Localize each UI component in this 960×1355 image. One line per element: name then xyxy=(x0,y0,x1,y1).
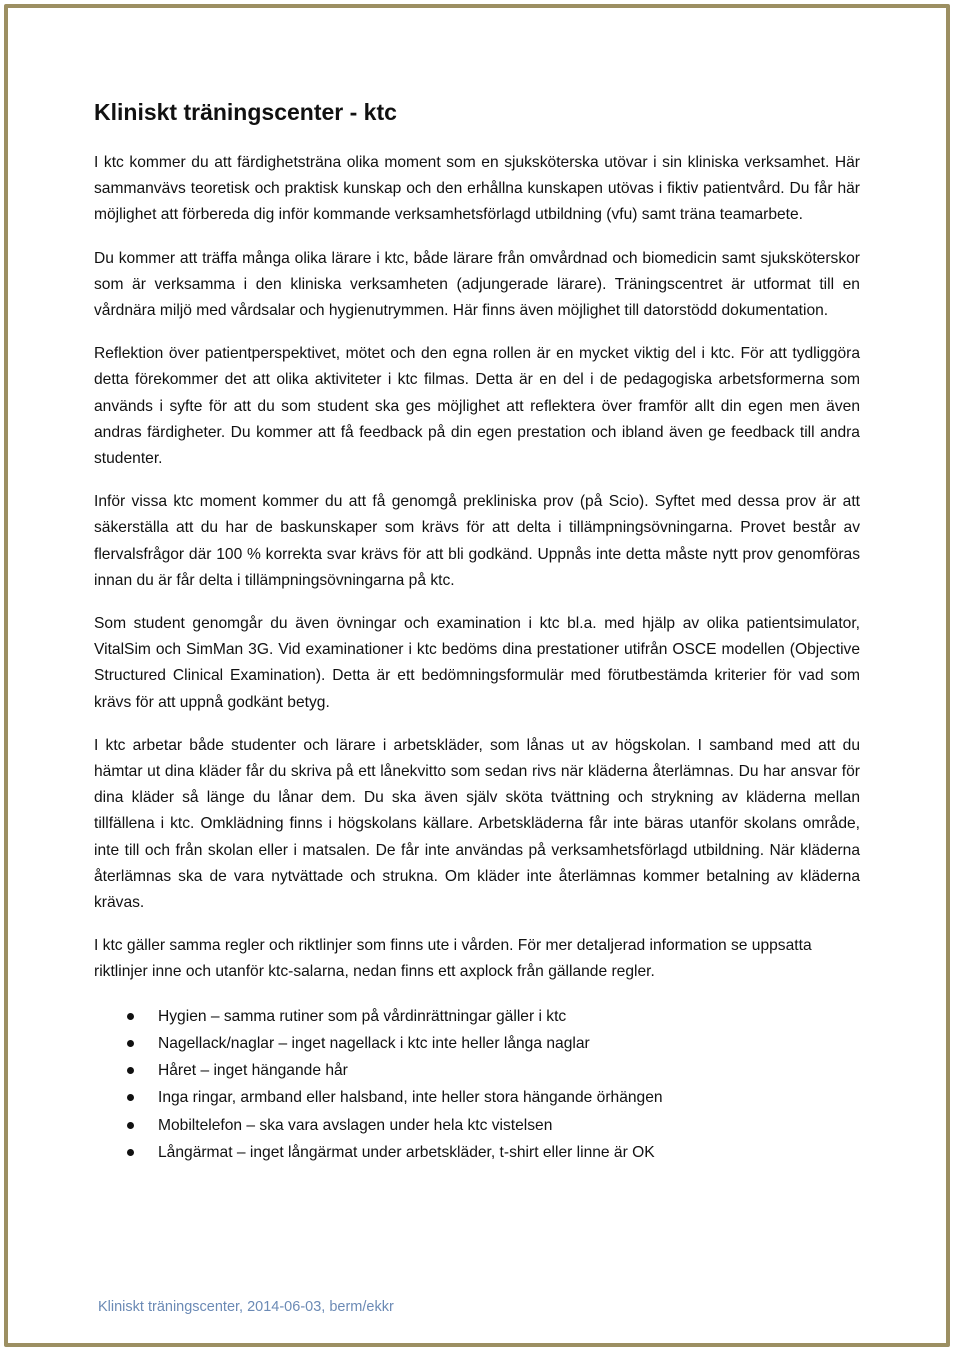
rule-text: Nagellack/naglar – inget nagellack i ktc inte heller långa naglar xyxy=(158,1034,590,1052)
bullet-icon xyxy=(127,1013,134,1020)
list-item xyxy=(127,1084,860,1111)
paragraph-examination: Som student genomgår du även övningar och examination i ktc bl.a. med hjälp av olika patientsimulator, VitalSim och SimMan 3G. Vid examinationer i ktc bedöms dina prestationer utifrån OSCE modellen (Objective Structured Clinical Examination). Detta är ett bedömningsformulär med förutbestämda kriterier för vad som krävs för att uppnå godkänt betyg. xyxy=(94,615,860,711)
bullet-icon xyxy=(127,1067,134,1074)
paragraph-teachers: Du kommer att träffa många olika lärare i ktc, både lärare från omvårdnad och biomedicin samt sjuksköterskor som är verksamma i den kliniska verksamheten (adjungerade lärare). Träningscentret är utformat till en vårdnära miljö med vårdsalar och hygienutrymmen. Här finns även möjlighet till datorstödd dokumentation. xyxy=(94,249,860,320)
rule-text: Håret – inget hängande hår xyxy=(158,1062,348,1080)
paragraph-reflection: Reflektion över patientperspektivet, mötet och den egna rollen är en mycket viktig del i ktc. För att tydliggöra detta förekommer det att olika aktiviteter i ktc filmas. Detta är en del i de pedagogiska arbetsformerna som används i syfte för att du som student ska ges möjlighet att reflektera över framför allt din egen men även andras färdigheter. Du kommer att få feedback på din egen prestation och ibland även ge feedback till andra studenter. xyxy=(94,345,860,468)
bullet-icon xyxy=(127,1094,134,1101)
document-body xyxy=(94,96,860,1166)
rule-text: Hygien – samma rutiner som på vårdinrättningar gäller i ktc xyxy=(158,1007,567,1025)
paragraph-intro: I ktc kommer du att färdighetsträna olika moment som en sjuksköterska utövar i sin kliniska verksamhet. Här sammanvävs teoretisk och praktisk kunskap och den erhållna kunskapen utövas i fiktiv patientvård. Du får här möjlighet att förbereda dig inför kommande verksamhetsförlagd utbildning (vfu) samt träna teamarbete. xyxy=(94,154,860,224)
rule-text: Mobiltelefon – ska vara avslagen under hela ktc vistelsen xyxy=(158,1116,553,1134)
rule-text: Långärmat – inget långärmat under arbetskläder, t-shirt eller linne är OK xyxy=(158,1143,655,1161)
list-item xyxy=(127,1030,860,1057)
rules-list xyxy=(94,1003,860,1166)
bullet-icon xyxy=(127,1040,134,1047)
page-footer: Kliniskt träningscenter, 2014-06-03, berm/ekkr xyxy=(98,1299,394,1315)
bullet-icon xyxy=(127,1149,134,1156)
rule-text: Inga ringar, armband eller halsband, inte heller stora hängande örhängen xyxy=(158,1089,663,1107)
paragraph-rules-intro: I ktc gäller samma regler och riktlinjer som finns ute i vården. För mer detaljerad information se uppsatta riktlinjer inne och utanför ktc-salarna, nedan finns ett axplock från gällande regler. xyxy=(94,937,812,981)
list-item xyxy=(127,1057,860,1084)
list-item xyxy=(127,1139,860,1166)
paragraph-preclinical-test: Inför vissa ktc moment kommer du att få genomgå prekliniska prov (på Scio). Syftet med dessa prov är att säkerställa att du har de baskunskaper som krävs för att delta i tillämpningsövningarna. Provet består av flervalsfrågor där 100 % korrekta svar krävs för att bli godkänd. Uppnås inte detta måste nytt prov genomföras innan du är får delta i tillämpningsövningarna på ktc. xyxy=(94,493,860,589)
bullet-icon xyxy=(127,1122,134,1129)
page-title: Kliniskt träningscenter - ktc xyxy=(94,99,397,125)
paragraph-work-clothes: I ktc arbetar både studenter och lärare i arbetskläder, som lånas ut av högskolan. I samband med att du hämtar ut dina kläder får du skriva på ett lånekvitto som sedan rivs när kläderna återlämnas. Du har ansvar för dina kläder så länge du lånar dem. Du ska även själv sköta tvättning och strykning av kläderna mellan tillfällena i ktc. Omklädning finns i högskolans källare. Arbetskläderna får inte bäras utanför skolans område, inte till och från skolan eller i matsalen. De får inte användas på verksamhetsförlagd utbildning. När kläderna återlämnas ska de vara nytvättade och strukna. Om kläder inte återlämnas kommer betalning av kläderna krävas. xyxy=(94,736,860,912)
list-item xyxy=(127,1112,860,1139)
list-item xyxy=(127,1003,860,1030)
